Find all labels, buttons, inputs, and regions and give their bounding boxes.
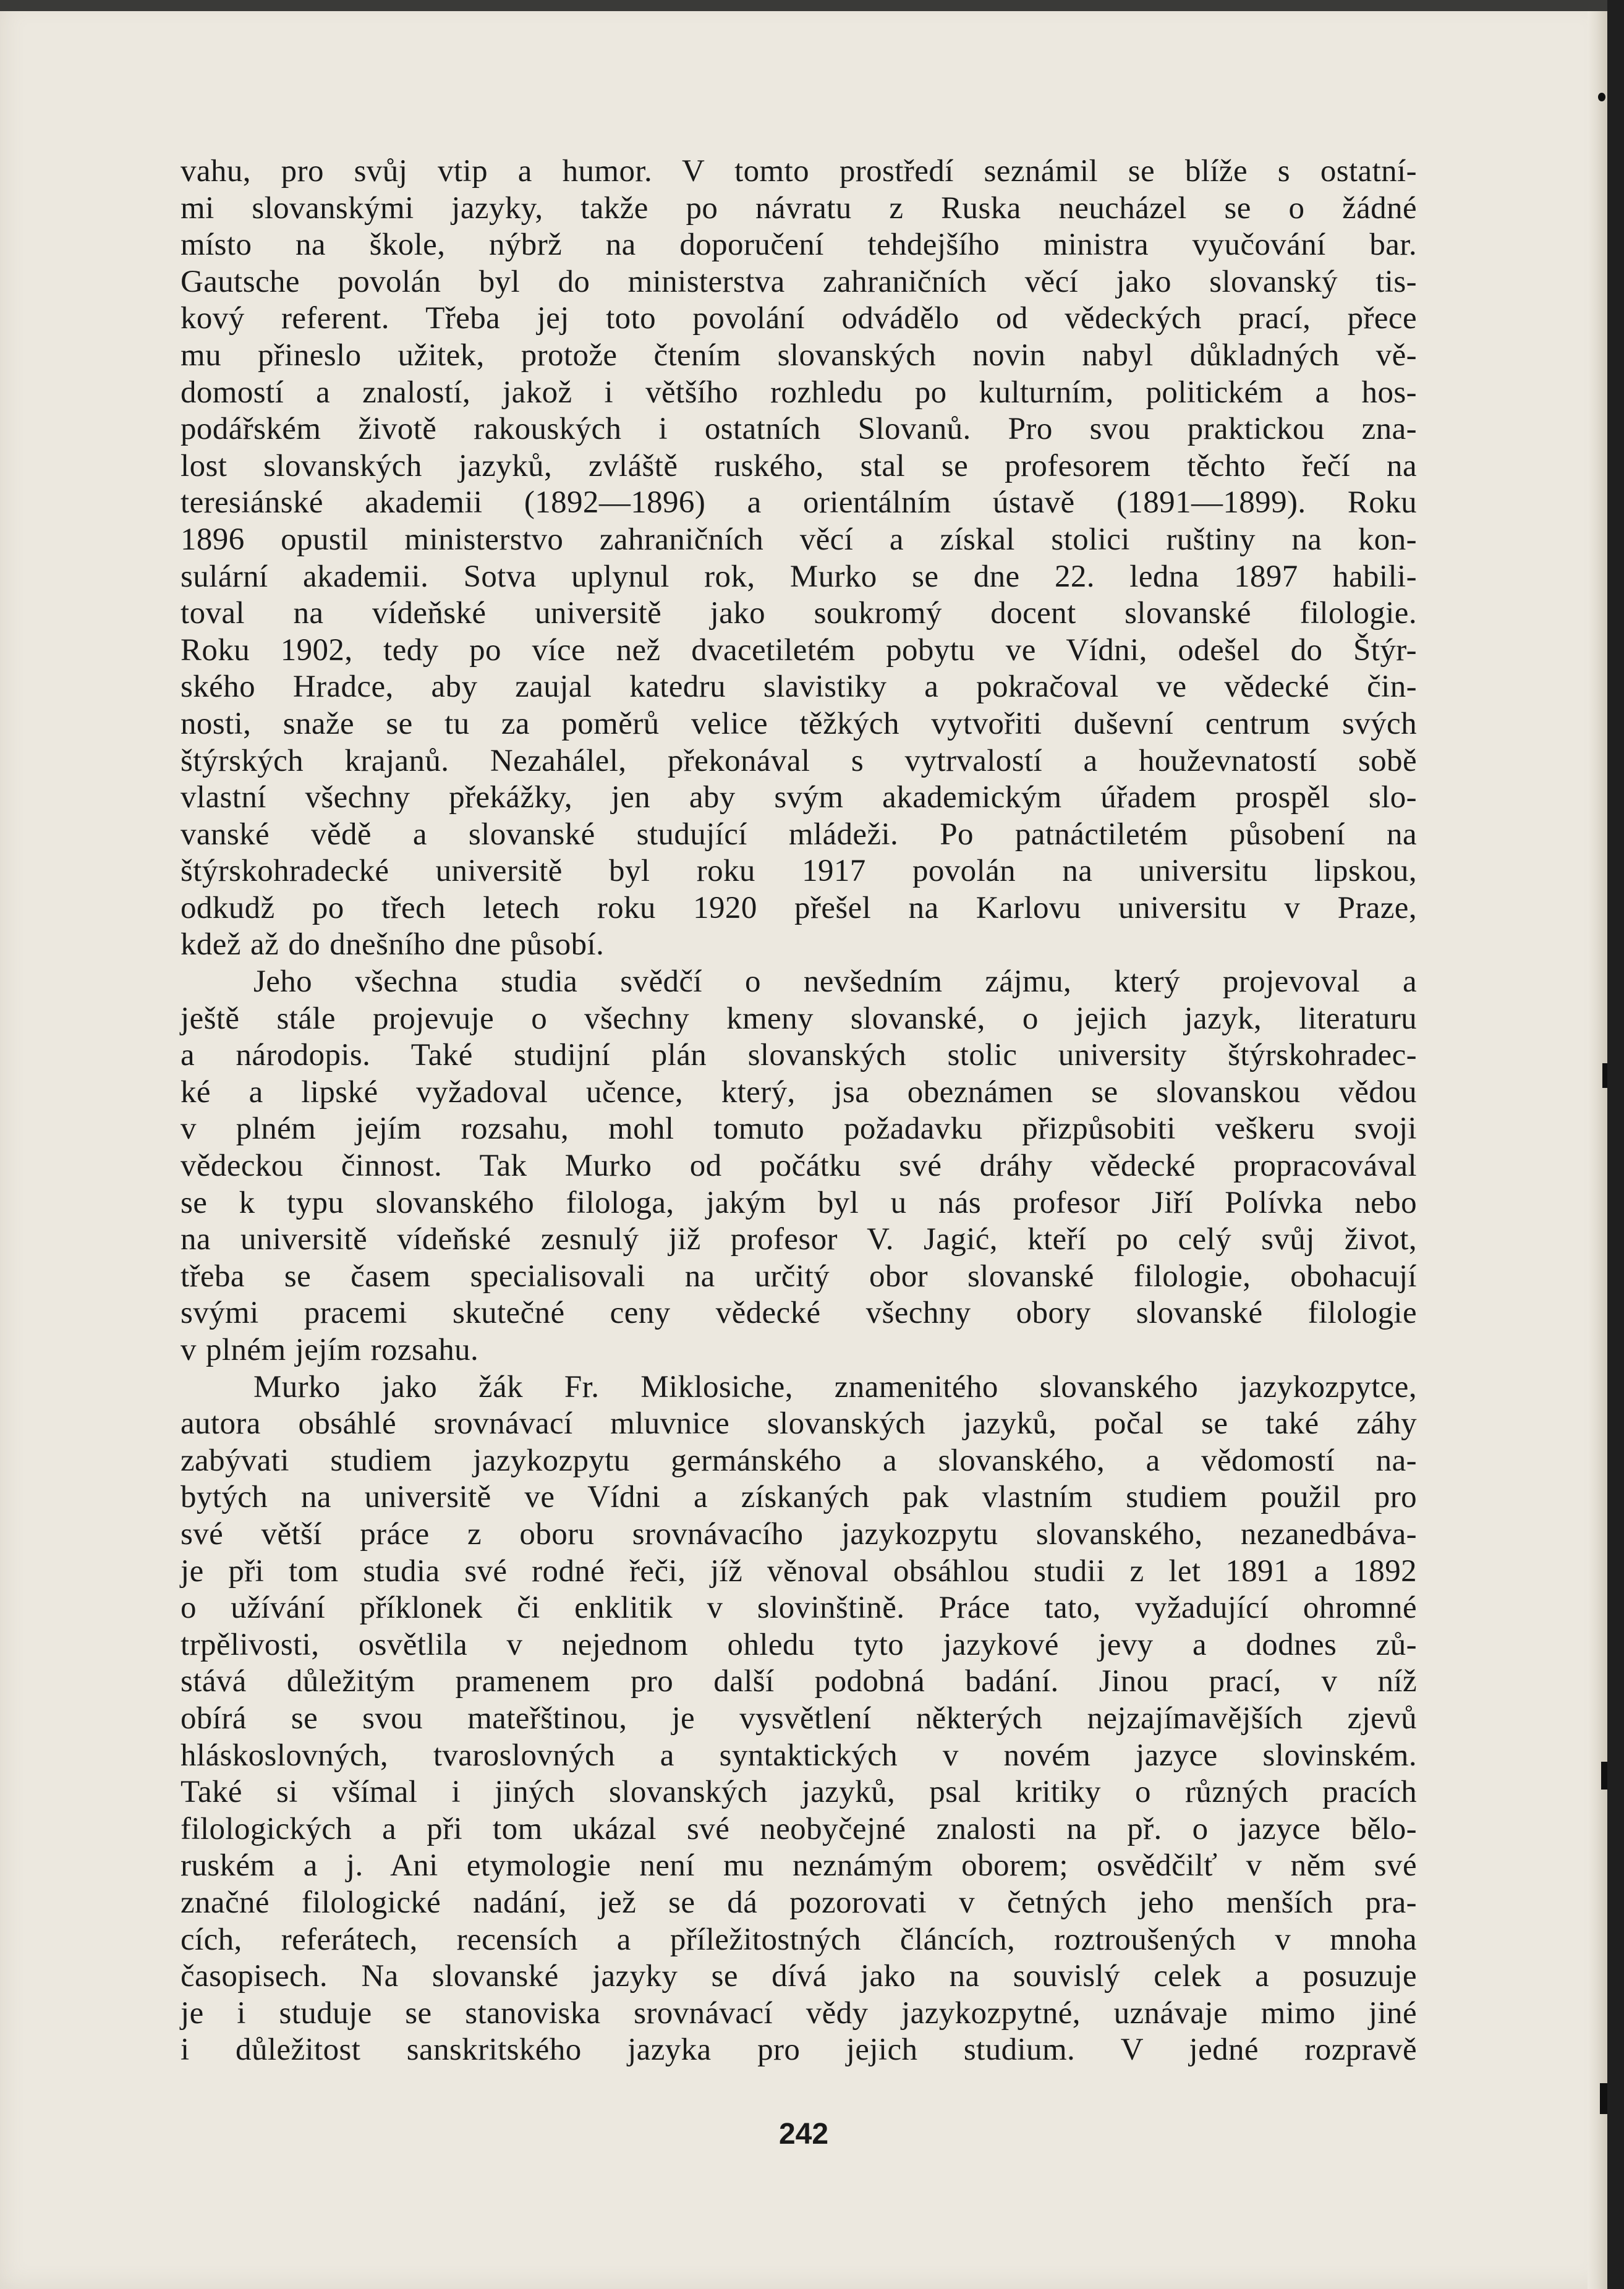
paragraph-3 xyxy=(181,1369,1417,2069)
text-line: Roku 1902, tedy po více než dvacetiletém pobytu ve Vídni, odešel do Štýr- xyxy=(181,632,1417,668)
text-line: Také si všímal i jiných slovanských jazyků, psal kritiky o různých pracích xyxy=(181,1775,1417,1810)
page-gutter-shadow xyxy=(1588,11,1607,2289)
text-line: trpělivosti, osvětlila v nejednom ohledu tyto jazykové jevy a dodnes zů- xyxy=(181,1627,1417,1662)
scan-right-edge xyxy=(1607,0,1624,2289)
text-line: časopisech. Na slovanské jazyky se dívá jako na souvislý celek a posuzuje xyxy=(181,1959,1417,1994)
text-line: své větší práce z oboru srovnávacího jazykozpytu slovanského, nezanedbáva- xyxy=(181,1516,1417,1552)
edge-dot xyxy=(1598,93,1605,101)
text-line: vědeckou činnost. Tak Murko od počátku své dráhy vědecké propracovával xyxy=(181,1149,1417,1184)
text-line: je při tom studia své rodné řeči, jíž věnoval obsáhlou studii z let 1891 a 1892 xyxy=(181,1553,1417,1589)
text-line: je i studuje se stanoviska srovnávací vědy jazykozpytné, uznávaje mimo jiné xyxy=(181,1995,1417,2031)
text-line: zabývati studiem jazykozpytu germánského a slovanského, a vědomostí na- xyxy=(181,1443,1417,1478)
text-line: cích, referátech, recensích a příležitostných článcích, roztroušených v mnoha xyxy=(181,1922,1417,1957)
text-line: na universitě vídeňské zesnulý již profesor V. Jagić, kteří po celý svůj život, xyxy=(181,1222,1417,1257)
text-line: sulární akademii. Sotva uplynul rok, Murko se dne 22. ledna 1897 habili- xyxy=(181,559,1417,594)
text-line: se k typu slovanského filologa, jakým byl u nás profesor Jiří Polívka nebo xyxy=(181,1185,1417,1220)
text-line: 1896 opustil ministerstvo zahraničních věcí a získal stolici ruštiny na kon- xyxy=(181,522,1417,557)
text-line: domostí a znalostí, jakož i většího rozhledu po kulturním, politickém a hos- xyxy=(181,375,1417,410)
text-line: podářském životě rakouských i ostatních Slovanů. Pro svou praktickou zna- xyxy=(181,412,1417,447)
text-line: o užívání příklonek či enklitik v slovinštině. Práce tato, vyžadující ohromné xyxy=(181,1590,1417,1626)
text-line: štýrských krajanů. Nezahálel, překonával s vytrvalostí a houževnatostí sobě xyxy=(181,743,1417,778)
edge-mark-3 xyxy=(1600,2083,1607,2114)
text-line: ještě stále projevuje o všechny kmeny slovanské, o jejich jazyk, literaturu xyxy=(181,1001,1417,1036)
text-line: třeba se časem specialisovali na určitý obor slovanské filologie, obohacují xyxy=(181,1259,1417,1294)
text-line: filologických a při tom ukázal své neobyčejné znalosti na př. o jazyce bělo- xyxy=(181,1811,1417,1846)
text-line: nosti, snaže se tu za poměrů velice těžkých vytvořiti duševní centrum svých xyxy=(181,706,1417,741)
text-line: Jeho všechna studia svědčí o nevšedním zájmu, který projevoval a xyxy=(253,964,1417,1000)
text-line: svými pracemi skutečné ceny vědecké všechny obory slovanské filologie xyxy=(181,1296,1417,1331)
text-line: a národopis. Také studijní plán slovanských stolic university štýrskohradec- xyxy=(181,1038,1417,1073)
text-line: bytých na universitě ve Vídni a získaných pak vlastním studiem použil pro xyxy=(181,1480,1417,1515)
text-line: vlastní všechny překážky, jen aby svým akademickým úřadem prospěl slo- xyxy=(181,780,1417,815)
edge-mark-1 xyxy=(1602,1063,1607,1088)
text-line: Gautsche povolán byl do ministerstva zahraničních věcí jako slovanský tis- xyxy=(181,264,1417,299)
paragraph-2 xyxy=(181,964,1417,1369)
text-line: vahu, pro svůj vtip a humor. V tomto prostředí seznámil se blíže s ostatní- xyxy=(181,154,1417,189)
text-line: mi slovanskými jazyky, takže po návratu z Ruska neucházel se o žádné xyxy=(181,190,1417,226)
text-line: hláskoslovných, tvaroslovných a syntaktických v novém jazyce slovinském. xyxy=(181,1738,1417,1773)
text-line: místo na škole, nýbrž na doporučení tehdejšího ministra vyučování bar. xyxy=(181,227,1417,263)
text-line: Murko jako žák Fr. Miklosiche, znamenitého slovanského jazykozpytce, xyxy=(253,1369,1417,1404)
text-line: autora obsáhlé srovnávací mluvnice slovanských jazyků, počal se také záhy xyxy=(181,1406,1417,1442)
text-line: mu přineslo užitek, protože čtením slovanských novin nabyl důkladných vě- xyxy=(181,338,1417,373)
edge-mark-2 xyxy=(1601,1762,1607,1790)
body-text xyxy=(181,153,1417,2069)
text-line: vanské vědě a slovanské studující mládeži. Po patnáctiletém působení na xyxy=(181,817,1417,852)
paragraph-1 xyxy=(181,153,1417,964)
text-line: kový referent. Třeba jej toto povolání odvádělo od vědeckých prací, přece xyxy=(181,301,1417,336)
text-line: i důležitost sanskritského jazyka pro jejich studium. V jedné rozpravě xyxy=(181,2032,1417,2068)
text-line: odkudž po třech letech roku 1920 přešel na Karlovu universitu v Praze, xyxy=(181,890,1417,925)
text-line: štýrskohradecké universitě byl roku 1917 povolán na universitu lipskou, xyxy=(181,854,1417,889)
text-line: stává důležitým pramenem pro další podobná badání. Jinou prací, v níž xyxy=(181,1664,1417,1699)
text-line: lost slovanských jazyků, zvláště ruského, stal se profesorem těchto řečí na xyxy=(181,448,1417,483)
text-line: toval na vídeňské universitě jako soukromý docent slovanské filologie. xyxy=(181,596,1417,631)
text-line: obírá se svou mateřštinou, je vysvětlení některých nejzajímavějších zjevů xyxy=(181,1701,1417,1736)
text-line: v plném jejím rozsahu. xyxy=(181,1333,479,1367)
text-line: ského Hradce, aby zaujal katedru slavistiky a pokračoval ve vědecké čin- xyxy=(181,669,1417,705)
text-line: ruském a j. Ani etymologie není mu neznámým oborem; osvědčilť v něm své xyxy=(181,1848,1417,1883)
text-line: značné filologické nadání, jež se dá pozorovati v četných jeho menších pra- xyxy=(181,1885,1417,1920)
text-line: v plném jejím rozsahu, mohl tomuto požadavku přizpůsobiti veškeru svoji xyxy=(181,1111,1417,1147)
text-line: kdež až do dnešního dne působí. xyxy=(181,927,605,962)
text-line: ké a lipské vyžadoval učence, který, jsa obeznámen se slovanskou vědou xyxy=(181,1074,1417,1110)
text-line: teresiánské akademii (1892—1896) a orientálním ústavě (1891—1899). Roku xyxy=(181,485,1417,520)
scan-top-edge xyxy=(0,0,1624,11)
page-number: 242 xyxy=(778,2118,829,2151)
